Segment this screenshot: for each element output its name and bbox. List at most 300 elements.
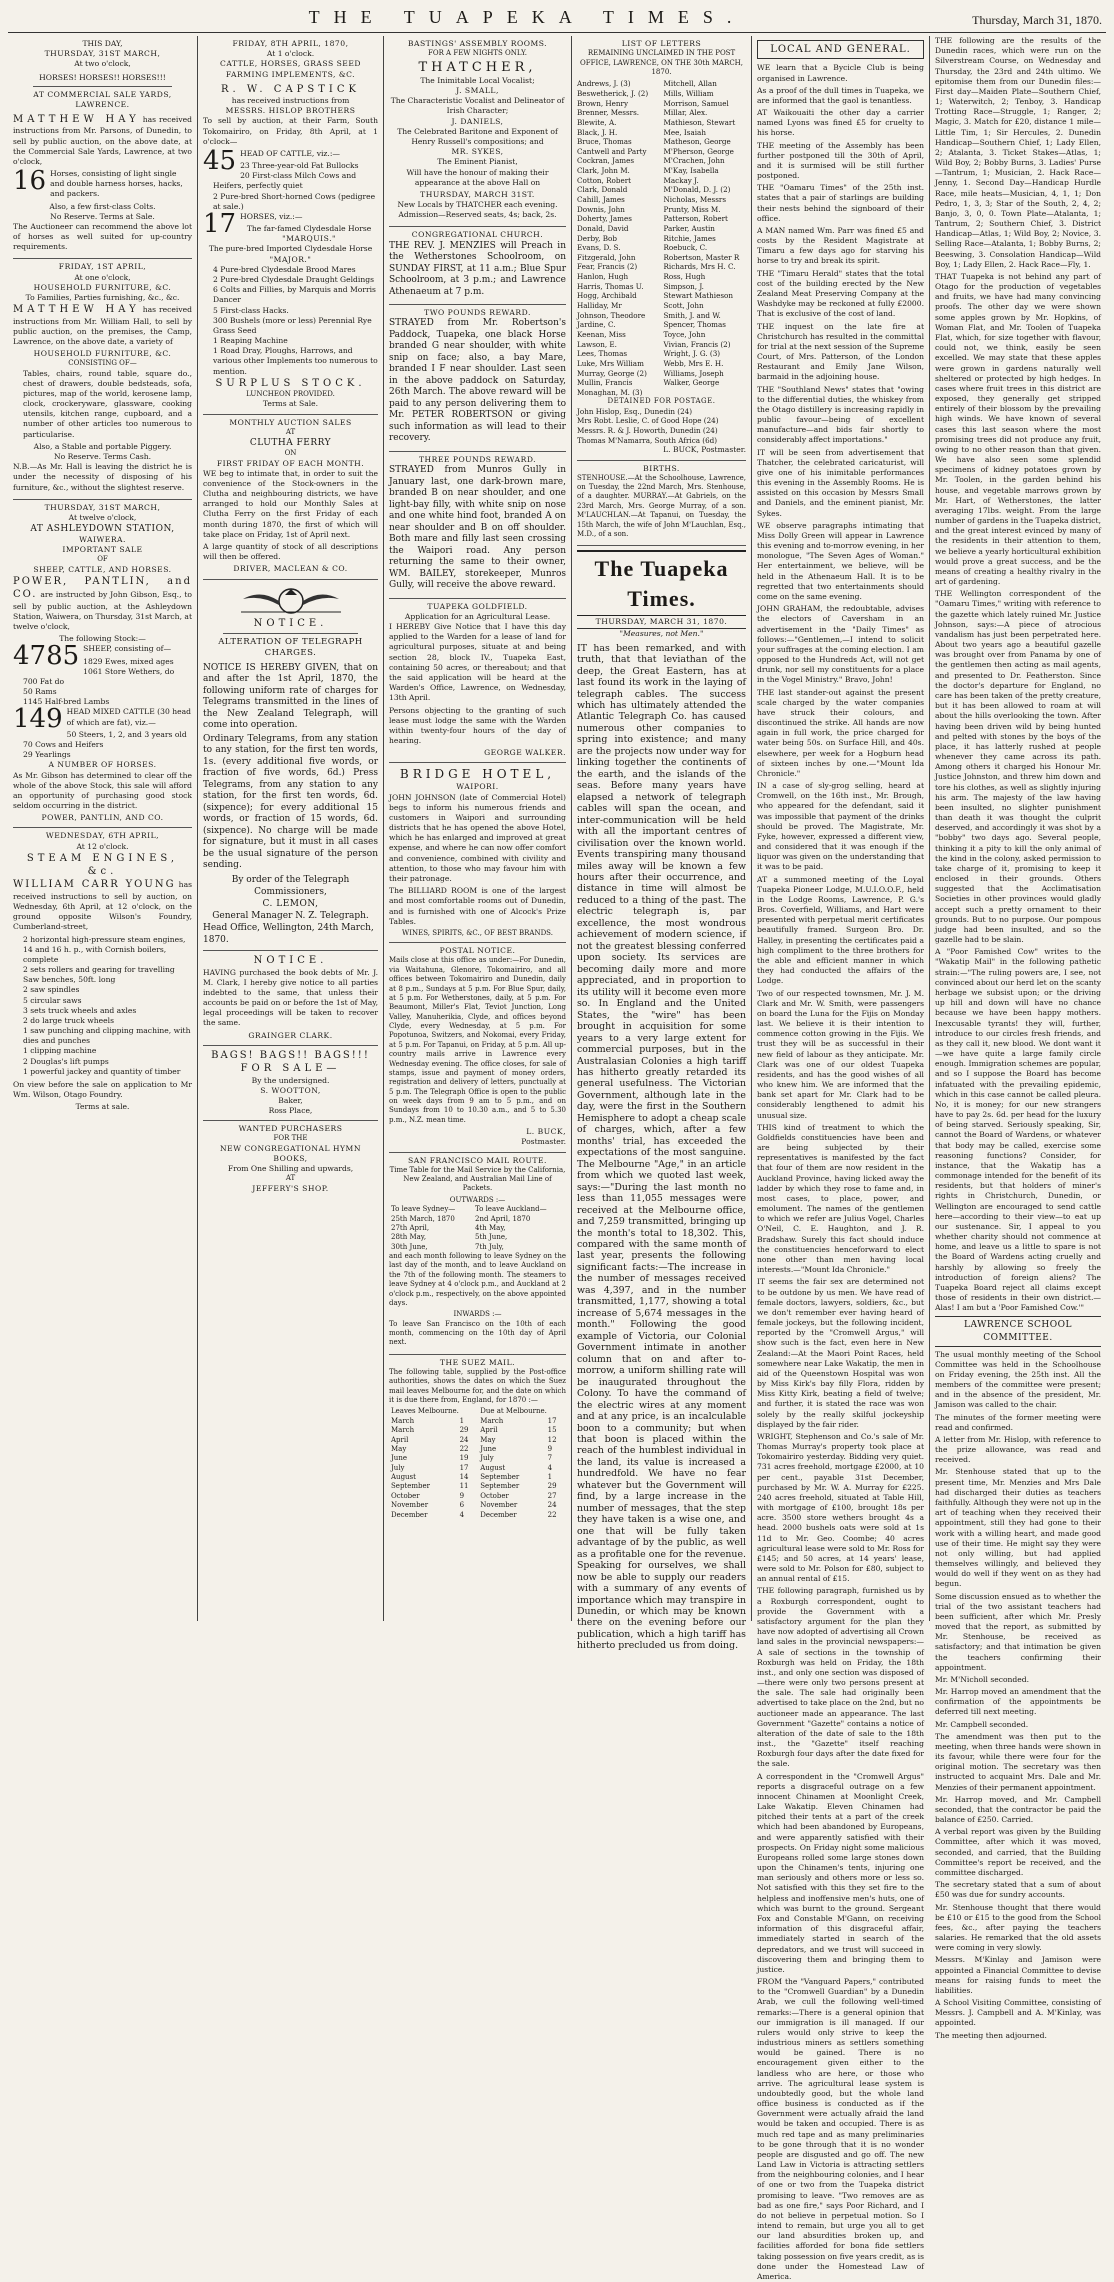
ad-title: ALTERATION OF TELEGRAPH CHARGES. [218,636,363,659]
table-row [389,1464,566,1473]
section-title: LOCAL AND GENERAL. [757,40,924,59]
ad-sub: LUNCHEON PROVIDED. [246,390,335,399]
ad-signature: GRAINGER CLARK. [248,1030,333,1040]
ad-date: FRIDAY, 8TH APRIL, 1870, [232,39,349,48]
table-cell: July [391,1463,405,1472]
ad-body: The BILLIARD ROOM is one of the largest and most comfortable rooms out of Dunedin, and is furnished with one of Alcock's Prize Tables. [389,886,566,926]
ad-sub: A NUMBER OF HORSES. [48,760,157,770]
list-item: 1 clipping machine [23,1046,97,1056]
table-cell: April [480,1426,498,1435]
auctioneer-name: R. W. CAPSTICK [221,83,360,95]
ad-note: New Locals by THATCHER each evening. Admission—Reserved seats, 4s; back, 2s. [397,200,558,220]
list-of-letters [577,36,746,461]
lot-number: 149 [13,704,63,735]
ad-date: WEDNESDAY, 6TH APRIL, [45,831,160,841]
paragraph: Some discussion ensued as to whether the trial of the two assistant teachers had been sufficient, after which Mr. Presly moved that the report, as submitted by Mr. Stenhouse, be received as satisfactory; and that intimation be given the teachers confirming their appointment. [935,1591,1101,1672]
table-cell: 25th March, 1870 [391,1214,455,1223]
list-item: 20 First-class Milch Cows and Heifers, perfectly quiet [213,171,357,191]
list-item: Saw benches, 50ft. long [23,975,116,985]
ad-assembly-rooms [389,36,566,227]
paragraph: A letter from Mr. Hislop, with reference to the prize allowance, was read and received. [935,1434,1101,1465]
table-cell: July [480,1454,494,1463]
ad-horses-sale [13,36,192,259]
table-cell: March [480,1416,504,1425]
ad-title: STEAM ENGINES, &c. [26,852,179,878]
ad-place: WAIWERA. [79,535,126,545]
ad-body: Ordinary Telegrams, from any station to any station, for the first ten words, 1s. (every additional five words, or fraction of five words, 6d.) Press Telegrams, from any station to any station, for the first ten words, 6d. (sixpence); for every additional 15 words, or fraction of 15 words, 6d. (sixpence). No charge will be made for signature, but it must in all cases be the usual signature of the person sending. [203,733,378,871]
table-header: To leave Sydney— [391,1205,456,1214]
paragraph: THE meeting of the Assembly has been further postponed till the 30th of April, and it is surmised will be still further postponed. [757,140,924,181]
ad-sub: OUTWARDS :— [449,1195,506,1204]
ad-note: As Mr. Gibson has determined to clear off the whole of the above Stock, this sale will afford an opportunity of purchasing good stock seldom occurring in the district. [13,770,192,811]
column-2 [198,36,384,1621]
letters-list-right: Mitchell, Allan Mills, William Morrison, Samuel Millar, Alex. Mathieson, Stewart Mee, Isaiah Matheson, George M'Pherson, George M'Crachen, John M'Kay, Isabella Mackay J. M'Donald, D. J. (2) Nicholas, Messrs Prunty, Miss M. Patterson, Robert Parker, Austin Ritchie, James Roebuck, C. Robertson, Master R Richards, Mrs H. C. Ross, Hugh Simpson, J. Stewart Mathieson Scott, John Smith, J. and W. Spencer, Thomas Toyce, John Vivian, Francis (2) Wright, J. G. (3) Webb, Mrs E. H. Williams, Joseph Walker, George [663,79,740,388]
ad-sub: The Inimitable Local Vocalist; [420,75,535,85]
ad-body: NOTICE IS HEREBY GIVEN, that on and after the 1st April, 1870, the following uniform rate of charges for Telegrams transmitted in the lines of the New Zealand Telegraph, will come into operation. [203,662,378,731]
list-item: 3 sets truck wheels and axles [23,1005,137,1015]
ad-two-pounds-reward [389,305,566,452]
paragraph: A "Poor Famished Cow" writes to the "Wakatip Mail" in the following pathetic strain:—"The ruling powers are, I see, not convinced about our herd let on the scanty herbage we subsist upon; or the driving up hill and down will have no chance because we have been happy mothers. Inexcusable tyrants! they will, further, introduce to our circles fresh friends, and as they call it, new blood. We dont want it—we have quite a large family circle enough. Immigration schemes are popular, and so I suppose the Board has become infatuated with the prevailing epidemic, which in this case cannot be called pleura. No, it is money; for our new strangers have to pay 2s. 6d. per head for the luxury of being starved. Seriously speaking, Sir, cannot the Board of Wardens, or whatever that body may be called, exercise some reasoning functions? Consider, for instance, that the Wakatip has a commonage intended for the benefit of its residents, but that holders of miner's rights in Christchurch, Dunedin, or Wellington are encouraged to send cattle here—according to their view—to eat up our sustenance. Sir, I appeal to you whether charity should not commence at home, and leave us a little to spare is not the Board of Wardens acting cruelly and harshly by allowing so freely the introduction of foreign aliens? The Tuapeka Board reject all claims except those of residents in their own district.—Alas! I am but a 'Poor Famished Cow.'" [935,947,1101,1313]
ad-sub: MESSRS. HISLOP BROTHERS [225,106,356,116]
ad-steam-engines [13,828,192,1116]
list-item: 5 circular saws [23,995,82,1005]
ad-title: POSTAL NOTICE. [439,946,516,956]
paragraph: Messrs. M'Kinlay and Jamison were appointed a Financial Committee to devise means for raising funds to meet the liabilities. [935,1955,1101,1995]
ad-title: TUAPEKA GOLDFIELD. [427,601,528,611]
table-cell: 14 [459,1473,469,1482]
table-cell: September [480,1482,520,1491]
table-row [389,1215,566,1224]
ad-title: FARMING IMPLEMENTS, &C. [225,69,356,79]
ad-telegraph-charges [203,580,378,952]
paragraph: The usual monthly meeting of the School Committee was held in the Schoolhouse on Friday evening, the 25th inst. All the members of the committee were present; and in the absence of the president, Mr. Jamison was called to the chair. [935,1349,1101,1410]
table-cell: October [391,1491,420,1500]
ad-sub: ON [284,449,297,458]
lot-number: 45 [203,145,237,176]
horse-name: "MARQUIS." [282,234,337,244]
school-committee-report [935,1350,1101,2041]
paragraph: IT will be seen from advertisement that Thatcher, the celebrated caricaturist, will give one of his inimitable performances this evening in the Assembly Rooms. He is assisted on this occasion by Messrs Small and Daniels, and the eminent pianist, Mr. Sykes. [757,447,924,518]
paragraph: Mr. Harrop moved an amendment that the confirmation of the appointments be deferred till next meeting. [935,1687,1101,1717]
ad-signature: DRIVER, MACLEAN & CO. [233,564,348,574]
editorial-motto: "Measures, not Men." [619,629,704,639]
ad-congregational-church [389,227,566,305]
list-item: 2 horizontal high-pressure steam engines, 14 and 16 h. p., with Cornish boilers, complete [23,934,186,964]
ad-body: are instructed by John Gibson, Esq., to sell by public auction, at the Ashleydown Station, Waiwera, on Thursday, 31st March, at twelve o'clock, [13,590,192,632]
ad-note: N.B.—As Mr. Hall is leaving the district he is under the necessity of disposing of his furniture, &c., without the slightest reserve. [13,462,192,492]
ad-body: and each month following to leave Sydney on the last day of the month, and to leave Auckland on the 7th of the following month. The steamers to leave Sydney at 4 o'clock p.m., and Auckland at 2 o'clock p.m., respectively, on the above appointed days. [389,1252,566,1307]
list-item: 1 Reaping Machine [213,336,288,346]
paragraph: The meeting then adjourned. [935,2030,1047,2040]
column-4 [572,36,752,1652]
table-row [389,1417,566,1426]
ad-note: By order of the Telegraph Commissioners, [231,874,350,897]
section-title: LAWRENCE SCHOOL COMMITTEE. [935,1316,1101,1346]
table-header: To leave Auckland— [475,1205,547,1214]
list-item: 50 Steers, 1, 2, and 3 years old [66,729,187,739]
table-cell: December [391,1510,428,1519]
ad-body: Will have the honour of making their appearance at the above Hall on [406,167,549,187]
ad-title: MONTHLY AUCTION SALES [229,417,352,427]
ad-body: To leave San Francisco on the 10th of each month, commencing on the 10th day of April next. [389,1319,566,1347]
ad-signature: POWER, PANTLIN, AND CO. [41,813,164,823]
paragraph: THE following paragraph, furnished us by a Roxburgh correspondent, ought to provide the Government with a satisfactory argument for the plan they have now adopted of advertising all Crown land sales in the provincial newspapers:—A sale of sections in the township of Roxburgh was held on Friday, the 18th inst., and only one section was disposed of—there were only two persons present at the sale. The sale had originally been advertised to take place on the 2nd, but no auctioneer made an appearance. The last Government "Gazette" contains a notice of alteration of the date of sale to the 18th inst., the "Gazette" itself reaching Roxburgh four days after the date fixed for the sale. [757,1586,924,1769]
table-row [389,1473,566,1482]
paragraph: A School Visiting Committee, consisting of Messrs. J. Campbell and A. M'Kinlay, was appointed. [935,1998,1101,2028]
table-cell: 24 [459,1435,469,1444]
table-header: Due at Melbourne. [480,1407,547,1416]
ad-title: AT ASHLEYDOWN STATION, [30,524,175,535]
ad-sub: The following Stock:— [59,634,146,644]
ad-role: Baker, [278,1095,303,1105]
paragraph: IT seems the fair sex are determined not to be outdone by us men. We have read of female doctors, lawyers, soldiers, &c., but we don't remember ever having heard of female jockeys, but the following incident, reported by the "Cromwell Argus," will show such is the fact, even here in New Zealand:—At the Maori Point Races, held somewhere near Lake Wakatip, the men in aid of the Queenstown Hospital was won by Miss Kirk's bay filly Flora, ridden by Miss Kitty Kirk, beating a field of twelve; and further, it is stated the race was won solely by the really skilful jockeyship displayed by the fair rider. [757,1277,924,1429]
table-cell: 27 [547,1491,557,1500]
table-cell: 28th May, [391,1233,427,1242]
ad-title: HOUSEHOLD FURNITURE, &C. [33,282,172,292]
table-cell: March [391,1416,415,1425]
ad-time: At one o'clock, [74,272,131,282]
ad-note: WINES, SPIRITS, &C., OF BEST BRANDS. [402,928,553,937]
table-header: Leaves Melbourne. [391,1407,459,1416]
list-item: 2 Douglas's lift pumps [23,1056,109,1066]
ad-three-pounds-reward [389,452,566,599]
ad-sub: By the undersigned. [251,1075,330,1085]
ad-time: At 1 o'clock. [266,49,315,59]
table-row [389,1233,566,1242]
paragraph: Mr. Stenhouse thought that there would be £10 or £15 to the good from the School fees, &c., after paying the teachers salaries. He remarked that the old assets were coming in very slowly. [935,1902,1101,1953]
table-cell: 9 [547,1444,553,1453]
list-item: 2 Pure-bred Short-horned Cows (pedigree at sale.) [213,191,376,211]
paragraph: THE following are the results of the Dunedin races, which were run on the Silverstream Course, on Wednesday and Thursday, the 23rd and 24th ultimo. We epitomise them from our Dunedin files:—First day—Maiden Plate—Southern Chief, 1; Waterwitch, 2; Tenboy, 3. Handicap Trotting Race—Struggle, 1; Ranger, 2; Magic, 3. Match for £20, distance 1 mile—Little Tim, 1; Sir Hercules, 2. Dunedin Handicap—Southern Chief, 1; Lady Ellen, 2; Atalanta, 3. Ticket Stakes—Atlas, 1; Wild Boy, 2; Bobby Burns, 3. Ladies' Purse—Tantrum, 1; Musician, 2. Hack Race—Jenny, 1. Second Day—Handicap Hurdle Race, mile heats—Musician, 4, 1, 1; Don Pedro, 1, 3, 3; Star of the South, 2, 4, 2; Banjo, 3, 0, 0. Town Plate—Atalanta, 1; Tantrum, 2; Southern Chief, 3. District Handicap—Atlas, 1; Wild Boy, 2; Novice, 3. Selling Race—Atalanta, 1; Bobby Burns, 2; Beeswing, 3. Consolation Handicap—Wild Boy, 1; Lady Ellen, 2. Hack Race—Fly, 1. [935,36,1101,269]
ad-note: The Auctioneer can recommend the above lot of horses as well suited for up-country requirements. [13,221,192,252]
lot-text: SHEEP, consisting of— [83,644,172,654]
ad-role: Postmaster. [521,1137,566,1147]
ad-terms: Terms at Sale. [262,399,319,409]
ad-ashleydown-station [13,500,192,829]
lot-text: HORSES, viz.:— [240,211,303,221]
table-row [389,1243,566,1252]
ad-place: AT COMMERCIAL SALE YARDS, LAWRENCE. [33,89,172,109]
paragraph: THE "Southland News" states that "owing to the differential duties, the whiskey from the Otago distillery is increasing rapidly in public favour—being of excellent manufacture—and bids fair shortly to considerably affect importations." [757,384,924,445]
table-cell: December [480,1510,517,1519]
table-cell: 24 [547,1501,557,1510]
ad-body: I HEREBY Give Notice that I have this day applied to the Warden for a lease of land for agricultural purposes, situate at and being section 28, block IV., Tuapeka East, containing 50 acres, or thereabout; and that the said application will be heard at the Warden's Office, Lawrence, on Wednesday, 13th April. [389,622,566,703]
ad-sub: OF [97,555,108,564]
ad-title: THREE POUNDS REWARD. [418,454,537,464]
table-row [389,1426,566,1435]
ad-title: HORSES! HORSES!! HORSES!!! [39,72,166,82]
table-cell: June [480,1444,497,1453]
ad-title: LIST OF LETTERS [621,39,702,48]
ad-title: BIRTHS. [643,463,680,473]
horse-name: "MAJOR." [269,254,312,264]
ad-time: At two o'clock, [74,59,131,69]
ad-title: THE SUEZ MAIL. [439,1357,516,1367]
table-cell: May [391,1444,407,1453]
ad-place: CLUTHA FERRY [249,438,332,449]
ad-sub: From One Shilling and upwards, [227,1164,354,1174]
ad-sub: Application for an Agricultural Lease. [404,611,551,621]
list-item: 1829 Ewes, mixed ages [83,656,174,666]
table-cell: 7th July, [475,1242,504,1251]
list-item: 300 Bushels (more or less) Perennial Rye Grass Seed [213,315,372,335]
paragraph: THE inquest on the late fire at Christchurch has resulted in the committal for trial at the next session of the Supreme Court, of Mrs. Patterson, of the London Restaurant and Emily Jane Wilson, barmaid in the adjoining house. [757,321,924,382]
auctioneer-name: MATTHEW HAY [13,304,140,316]
ad-hislop-brothers [203,36,378,415]
masthead-title: THE TUAPEKA TIMES. [308,7,746,27]
table-cell: November [391,1501,429,1510]
ad-body: STRAYED from Mr. Robertson's Paddock, Tuapeka, one black Horse branded G near shoulder, with white snip on face; also, a bay Mare, branded I F near shoulder. Last seen in the above paddock on Saturday, 26th March. The above reward will be paid to any person delivering them to Mr. PETER ROBERTSON or giving such information as will lead to their recovery. [389,318,566,444]
mail-route-table [389,1205,566,1252]
ad-body: has received instructions from Mr. William Hall, to sell by public auction, on the premises, the Camp, Lawrence, on the above date, a variety of [13,305,192,346]
table-cell: 27th April, [391,1223,430,1232]
ad-postal-notice [389,943,566,1152]
paragraph: WE learn that a Bycicle Club is being organised in Lawrence. [757,63,924,83]
ad-title: FOR SALE— [240,1063,341,1075]
ad-title: SURPLUS STOCK. [215,377,366,389]
ad-role: General Manager N. Z. Telegraph. [212,911,369,922]
table-cell: April [391,1435,409,1444]
table-cell: 4 [459,1510,465,1519]
performer-name: THATCHER, [418,59,537,75]
column-5 [752,36,930,2281]
list-item: 50 Rams [23,687,57,697]
list-item: 2 Pure-bred Clydesdale Draught Geldings [213,275,374,284]
list-item: 2 sets rollers and gearing for travelling [23,965,175,975]
ad-sub: To Families, Parties furnishing, &c., &c. [25,293,180,302]
paragraph: The minutes of the former meeting were read and confirmed. [935,1412,1101,1432]
ad-title: WANTED PURCHASERS [238,1124,343,1134]
ad-date: FRIDAY, 1ST APRIL, [58,262,147,272]
ad-sub: The Characteristic Vocalist and Delineator of Irish Character; [390,96,565,116]
ad-body: has received instructions to sell by auction, on Wednesday, 6th April, at 12 o'clock, on the ground opposite Wilson's Foundry, Cumberland-street, [13,880,192,932]
ad-body: JOHN JOHNSON (late of Commercial Hotel) begs to inform his numerous friends and customers in Waipori and surrounding districts that he has opened the above Hotel, which he has enlarged and improved at great expense, and where he can now offer comfort and convenience, combined with civility and attention, to those who may favour him with their patronage. [389,792,566,883]
table-cell: 17 [459,1463,469,1472]
table-cell: October [480,1491,509,1500]
ad-sub: DETAINED FOR POSTAGE. [607,397,716,406]
performer-name: J. DANIELS, [451,116,504,126]
ad-sub: AT [285,427,296,436]
ad-signature: S. WOOTTON, [260,1085,321,1095]
ad-date: THURSDAY, MARCH 31ST. [420,189,535,199]
column-1 [8,36,198,1621]
ad-body: To sell by auction, at their Farm, South Tokomairiro, on Friday, 8th April, at 1 o'clock— [203,116,378,146]
list-item: 5 First-class Hacks. [213,305,289,315]
table-cell: May [480,1435,496,1444]
ad-body: has received instructions from [231,96,350,106]
ad-body: The following table, supplied by the Post-office authorities, shows the dates on which the Suez mail leaves Melbourne for, and the date on which it is due there from, England, for 1870 :— [389,1367,566,1405]
lot-text: HEAD MIXED CATTLE (30 head of which are fat), viz.— [66,707,191,727]
ad-household-furniture [13,259,192,499]
paragraph: THE last stander-out against the present scale charged by the water companies have struck their colours, and discontinued the strike. All hands are now again in full work, the price charged for water being 50s. on Surface Hill, and 40s. elsewhere, per week for a Hogburn head of sixteen inches by one.—"Mount Ida Chronicle." [757,687,924,778]
ad-signature: L. BUCK, [526,1127,566,1137]
table-cell: 19 [459,1454,469,1463]
column-6 [930,36,1106,2040]
local-general-section [757,63,924,2282]
list-item: 2 saw spindles [23,985,80,995]
ad-place: JEFFERY'S SHOP. [252,1183,329,1193]
paragraph: WE observe paragraphs intimating that Miss Dolly Green will appear in Lawrence this evening and to-morrow evening, in her monologue, "The Seven Ages of Woman." Her entertainment, we believe, will be held in the Athenaeum Hall. It is to be regretted that two entertainments should come on the same evening. [757,520,924,601]
ad-sub: REMAINING UNCLAIMED IN THE POST OFFICE, LAWRENCE, ON THE 30th MARCH, 1870. [580,49,743,76]
ad-sub: FOR THE [273,1134,308,1143]
ad-sub: The pure-bred Imported Clydesdale Horse [208,244,373,254]
table-cell: 7 [547,1454,553,1463]
editorial-date: THURSDAY, MARCH 31, 1870. [577,616,746,629]
table-row [389,1482,566,1491]
ad-place: Head Office, Wellington, 24th March, 1870. [203,923,374,946]
paragraph: AT Waikouaiti the other day a carrier named Lyons was fined £5 for cruelty to his horse. [757,108,924,138]
ad-body: STRAYED from Munros Gully in January last, one dark-brown mare, branded B on near shoulder, and one light-bay filly, with white snip on nose and one white hind foot, branded A on near shoulder and B on off shoulder. Both mare and filly last seen crossing the Waipori road. Any person returning the same to their owner, WM. BAILEY, storekeeper, Munros Gully, will receive the above reward. [389,465,566,591]
editorial [577,550,746,1652]
paragraph: As a proof of the dull times in Tuapeka, we are informed that the gaol is tenantless. [757,85,924,105]
ad-bags [203,1046,378,1121]
paragraph: A MAN named Wm. Parr was fined £5 and costs by the Resident Magistrate at Timaru a few days ago for starving his horse to try and break its spirit. [757,225,924,266]
paragraph: The secretary stated that a sum of about £50 was due for sundry accounts. [935,1880,1101,1900]
table-cell: 4th May, [475,1223,506,1232]
performer-name: J. SMALL, [456,86,499,96]
births [577,461,746,547]
ad-book-debts [203,951,378,1046]
list-item: 4 Pure-bred Clydesdale Brood Mares [213,264,356,274]
ad-day: THURSDAY, 31ST MARCH, [44,502,161,512]
ad-body: A large quantity of stock of all descriptions will then be offered. [203,542,378,562]
table-cell: 22 [459,1444,469,1453]
notice-title: NOTICE. [253,617,328,629]
royal-arms-icon [203,583,378,617]
paragraph: A correspondent in the "Cromwell Argus" reports a disgraceful outrage on a few innocent Chinamen at Moonlight Creek, Lake Wakatip. Eleven Chinamen had pitched their tents at a part of the creek which had been abandoned by Europeans, and were apparently satisfied with their prospects. On Friday night some malicious Europeans rolled some large stones down upon the Chinamen's tents, injuring one man seriously and others more or less so. Not satisfied with this they set fire to the helpless and inoffensive men's huts, one of which was burnt to the ground. Sergeant Fox and Constable M'Gann, on receiving information of this disgraceful affair, immediately started in search of the depredators, and we trust will succeed in discovering them and bringing them to justice. [757,1771,924,1974]
paragraph: The amendment was then put to the meeting, when three hands were shown in its favour, while there were four for the original motion. The secretary was then instructed to acquaint Mrs. Dale and Mr. Menzies of their permanent appointment. [935,1731,1101,1792]
list-item: 23 Three-year-old Fat Bullocks [240,161,359,171]
column-3 [384,36,572,1621]
table-row [389,1454,566,1463]
local-general-continued [935,36,1101,1313]
ad-note: Also, a Stable and portable Piggery. [33,441,172,451]
ad-san-francisco-mail [389,1153,566,1355]
lot-number: 16 [13,166,47,197]
ad-signature: GEORGE WALKER. [484,748,566,758]
ad-bridge-hotel [389,763,566,943]
list-item: 1061 Store Wethers, do [83,666,175,676]
paragraph: Mr. M'Nicholl seconded. [935,1674,1030,1684]
table-cell: June [391,1454,407,1463]
ad-signature: C. LEMON, [262,899,319,910]
table-cell: 1 [547,1473,553,1482]
ad-title: BASTINGS' ASSEMBLY ROOMS. [407,39,548,48]
table-row [389,1501,566,1510]
ad-place: WAIPORI. [456,782,499,792]
ad-title: SAN FRANCISCO MAIL ROUTE. [408,1155,547,1165]
ad-title: BRIDGE HOTEL, [399,767,556,782]
list-item: 70 Cows and Heifers [23,739,104,749]
list-item: 1145 Half-bred Lambs [23,697,110,707]
table-cell: 12 [547,1435,557,1444]
paragraph: IN a case of sly-grog selling, heard at Cromwell, on the 16th inst., Mr. Brough, who appeared for the defendant, said it was impossible that payment of the drinks should be proved. The Magistrate, Mr. Fyke, however, expressed a different view, and considered that it was enough if the liquor was given on the understanding that it was to be paid. [757,781,924,872]
editorial-banner: The Tuapeka Times. [577,550,746,616]
paragraph: WRIGHT, Stephenson and Co.'s sale of Mr. Thomas Murray's property took place at Tokomairiro yesterday. Bidding very quiet. 731 acres freehold, mortgage £2000, at 10 per cent., payable 31st December, purchased by Mr. W. A. Murray for £225. 240 acres freehold, situated at Table Hill, with mortgage of £100, brought 18s per acre. 3500 store wethers brought 4s a head. 2000 bushels oats were sold at 1s 11d to Mr. Geo. Coombe; 40 acres agricultural lease were sold to Mr. Ross for £145; and 50 acres, at 14 years' lease, were sold to Mr. Polson for £80, subject to an annual rental of £15. [757,1431,924,1584]
list-item: 1 saw punching and clipping machine, with dies and punches [23,1026,191,1046]
list-item: 1 powerful jackey and quantity of timber [23,1066,181,1076]
ad-sub: IMPORTANT SALE [62,545,143,555]
table-row [389,1492,566,1501]
letters-list-left: Andrews, J. (3) Beswetherick, J. (2) Brown, Henry Brenner, Messrs. Blewite, A. Black, J. H. Bruce, Thomas Cantwell and Party Cockran, James Clark, John M. Cotton, Robert Clark, Donald Cahill, James Downis, John Doherty, James Donald, David Derby, Bob Evans, D. S. Fitzgerald, John Fear, Francis (2) Hanlon, Hugh Harris, Thomas U. Hogg, Archibald Halliday, Mr Johnson, Theodore Jardine, C. Keenan, Miss Lawson, E. Lees, Thomas Luke, Mrs William Murray, George (2) Mullin, Francis Monaghan, M. (3) [577,79,649,397]
ad-title: NEW CONGREGATIONAL HYMN BOOKS, [220,1143,361,1163]
ad-place: Ross Place, [268,1106,313,1116]
masthead [8,6,1106,33]
ad-sub: The Celebrated Baritone and Exponent of Henry Russell's compositions; and [397,126,558,146]
performer-name: MR. SYKES, [451,147,504,157]
table-cell: March [391,1426,415,1435]
ad-tuapeka-goldfield [389,599,566,764]
paragraph: Two of our respected townsmen, Mr. J. M. Clark and Mr. W. Smith, were passengers on board the Luna for the Fijis on Monday last. We believe it is their intention to commence cotton growing in the Fijis. We trust they will be as successful in their new field of labour as they anticipate. Mr. Clark was one of our oldest Tuapeka residents, and has the good wishes of all who knew him. We are informed that the bank set apart for Mr. Clark had to be considerably lengthened to admit his unusual size. [757,988,924,1120]
detained-list: John Hislop, Esq., Dunedin (24) Mrs Robt. Leslie, C. of Good Hope (24) Messrs. R. & J. Howorth, Dunedin (24) Thomas M'Namarra, South Africa (6d) [577,406,719,445]
table-cell: August [480,1463,506,1472]
table-cell: 11 [459,1482,469,1491]
ad-sub: CONSISTING OF— [68,359,137,368]
table-row [389,1224,566,1233]
paragraph: THIS kind of treatment to which the Goldfields constituencies have been and are being subjected by their representatives is manifested by the fact that four of them are now resident in the Auckland Province, having licked away the ladder by which they rose to fame and, in most cases, to place, power, and emolument. The names of the gentlemen to which we refer are Julius Vogel, Charles O'Neil, C. E. Haughton, and J. R. Bradshaw. Surely this fact should induce the constituencies henceforward to elect none other than men having local interests.—"Mount Ida Chronicle." [757,1122,924,1275]
ad-sub: AT [285,1174,296,1183]
paragraph: AT a summoned meeting of the Loyal Tuapeka Pioneer Lodge, M.U.I.O.O.F., held in the Lodge Rooms, Lawrence, P. G.'s Bros. Coverfield, Williams, and Hart were presented with perpetual merit certificates beautifully framed. Surgeon Bro. Dr. Halley, in presenting the certificates paid a high compliment to the three brothers for the able and efficient manner in which they had conducted the affairs of the Lodge. [757,874,924,986]
list-item: 2 do large truck wheels [23,1015,114,1025]
paragraph: Mr. Harrop moved, and Mr. Campbell seconded, that the contractor be paid the balance of £250. Carried. [935,1794,1101,1825]
ad-sub: INWARDS :— [453,1310,502,1319]
paragraph: Mr. Campbell seconded. [935,1719,1029,1729]
ad-list: Tables, chairs, round table, square do., chest of drawers, double bedsteads, sofa, pictures, map of the world, kerosene lamp, clock, crockeryware, glassware, cooking utensils, kitchen range, cupboard, and a number of other articles too numerous to particularise. [23,368,192,439]
ad-terms: No Reserve. Terms at Sale. [50,211,155,221]
list-item: 700 Fat do [23,676,65,686]
table-cell: 9 [459,1491,465,1500]
ad-body: Persons objecting to the granting of such lease must lodge the same with the Warden within twenty-four hours of the day of hearing. [389,705,566,746]
paragraph: THAT Tuapeka is not behind any part of Otago for the production of vegetables and fruits, we have had many convincing proofs. The other day we were shown some apples grown by Mr. Hopkins, of Woman Flat, and Mr. Toolen of Tuapeka Flat, which, for size together with flavour, could not, we think, easily be seen excelled. We may state that these apples were grown in gardens naturally well sheltered or protected by high hedges. In cases where fruit trees in this district are exposed, they generally get stripped entirely of their blossom by the prevailing high winds. We have known of several cases this last season where the most promising trees did not produce any fruit, owing to no other reason than that given. We have also seen some splendid specimens of kidney potatoes grown by Mr. Toolen, in the garden behind his house, and vegetable marrows grown by Mr. Hart, of Wetherstones, the latter averaging 17lbs. weight. From the large number of gardens in the Tuapeka district, and the great interest evinced by many of the residents in their attention to them, we believe a yearly horticultural exhibition would prove a great success, and be the means of creating a healthy rivalry in the art of gardening. [935,271,1101,587]
ad-note: On view before the sale on application to Mr Wm. Wilson, Otago Foundry. [13,1079,192,1100]
table-cell: 29 [459,1426,469,1435]
table-cell: 30th June, [391,1242,428,1251]
table-cell: 17 [547,1416,557,1425]
table-cell: September [391,1482,430,1491]
ad-body: HAVING purchased the book debts of Mr. J. M. Clark, I hereby give notice to all parties indebted to the same, that unless their accounts be paid on or before the 1st of May, legal proceedings will be taken to recover the same. [203,967,378,1028]
table-cell: September [480,1473,520,1482]
auctioneer-name: MATTHEW HAY [13,114,140,126]
ad-terms: No Reserve. Terms Cash. [53,452,152,461]
ad-title: TWO POUNDS REWARD. [424,308,531,318]
table-row [389,1445,566,1454]
ad-signature: L. BUCK, Postmaster. [663,445,746,455]
lot-number: 4785 [13,641,80,672]
table-cell: August [391,1473,416,1482]
lot-number: 17 [203,208,237,239]
ad-time: At twelve o'clock, [68,512,137,522]
ad-body: has received instructions from Mr. Parsons, of Dunedin, to sell by public auction, on the above date, at the Commercial Sale Yards, Lawrence, at two o'clock, [13,115,192,166]
ad-body: WE beg to intimate that, in order to suit the convenience of the Stock-owners in the Clutha and neighbouring districts, we have arranged to hold our Monthly Sales at Clutha Ferry on the first Friday of each month during 1870, the first of which will take place on Friday, 1st of April next. [203,468,378,539]
paragraph: A verbal report was given by the Building Committee, after which it was moved, seconded, and carried, that the Building Committee's report be received, and the committee discharged. [935,1827,1101,1877]
list-item: 1 Road Dray, Ploughs, Harrows, and various other Implements too numerous to mention. [213,346,378,376]
ad-time: At 12 o'clock. [76,841,129,851]
ad-body: STENHOUSE.—At the Schoolhouse, Lawrence, on Tuesday, the 22nd March, Mrs. Stenhouse, of a daughter. MURRAY.—At Gabriels, on the 23rd March, Mrs. George Murray, of a son. M'LAUCHLAN.—At Tapanui, on Tuesday, the 15th March, the wife of John M'Lauchlan, Esq., M.D., of a son. [577,473,746,538]
paragraph: FROM the "Vanguard Papers," contributed to the "Cromwell Guardian" by a Dunedin Arab, we cull the following well-timed remarks:—There is a general opinion that our immigration is ill managed. If our rulers would only strive to keep the industrious miners as settlers something would be gained. There is no encouragement given either to the landless who are here, or those who arrive. The agricultural lease system is undoubtedly good, but the whole land office business is conducted as if the Government were actually afraid the land would be taken and occupied. There is as much red tape and as many preliminaries to be gone through that it is no wonder people are disgusted and go off. The new Land Law in Victoria is attracting settlers from the neighbouring colonies, and I hear of one or two from the Tuapeka district promising to leave. "Two removes are as bad as one fire," says Poor Richard, and I do not believe in perpetual motion. So I intend to remain, but urge you all to get our land absurdities broken up, and facilities afforded for bona fide settlers taking possession on five years credit, as is done under the Homestead Law of America. [757,1977,924,2281]
ad-sub: The Eminent Pianist, [437,157,518,167]
auctioneer-name: POWER, PANTLIN, and CO. [13,575,192,601]
paragraph: Mr. Stenhouse stated that up to the present time, Mr. Menzies and Mrs Dale had discharged their duties as teachers faithfully. Although they were not up in the art of teaching when they received their appointment, still they had gone to their work with a willing heart, and made good use of their time. He might say they were not only willing, but had applied themselves willingly, and believed they would do well if they went on as they had begun. [935,1467,1101,1589]
ad-terms: Terms at sale. [75,1102,130,1112]
ad-suez-mail [389,1355,566,1524]
table-cell: 1 [459,1416,465,1425]
ad-day: THURSDAY, 31ST MARCH, [44,49,161,59]
notice-title: NOTICE. [253,955,328,967]
ad-title: BAGS! BAGS!! BAGS!!! [211,1049,370,1061]
ad-body: THE REV. J. MENZIES will Preach in the Wetherstones Schoolroom, on SUNDAY FIRST, at 11 a.m.; Blue Spur Schoolroom, at 3 p.m.; and Lawrence Athenaeum at 7 p.m. [389,240,566,297]
auctioneer-name: WILLIAM CARR YOUNG [13,879,176,891]
lot-text: Horses, consisting of light single and double harness horses, hacks, and packers. [50,169,183,199]
